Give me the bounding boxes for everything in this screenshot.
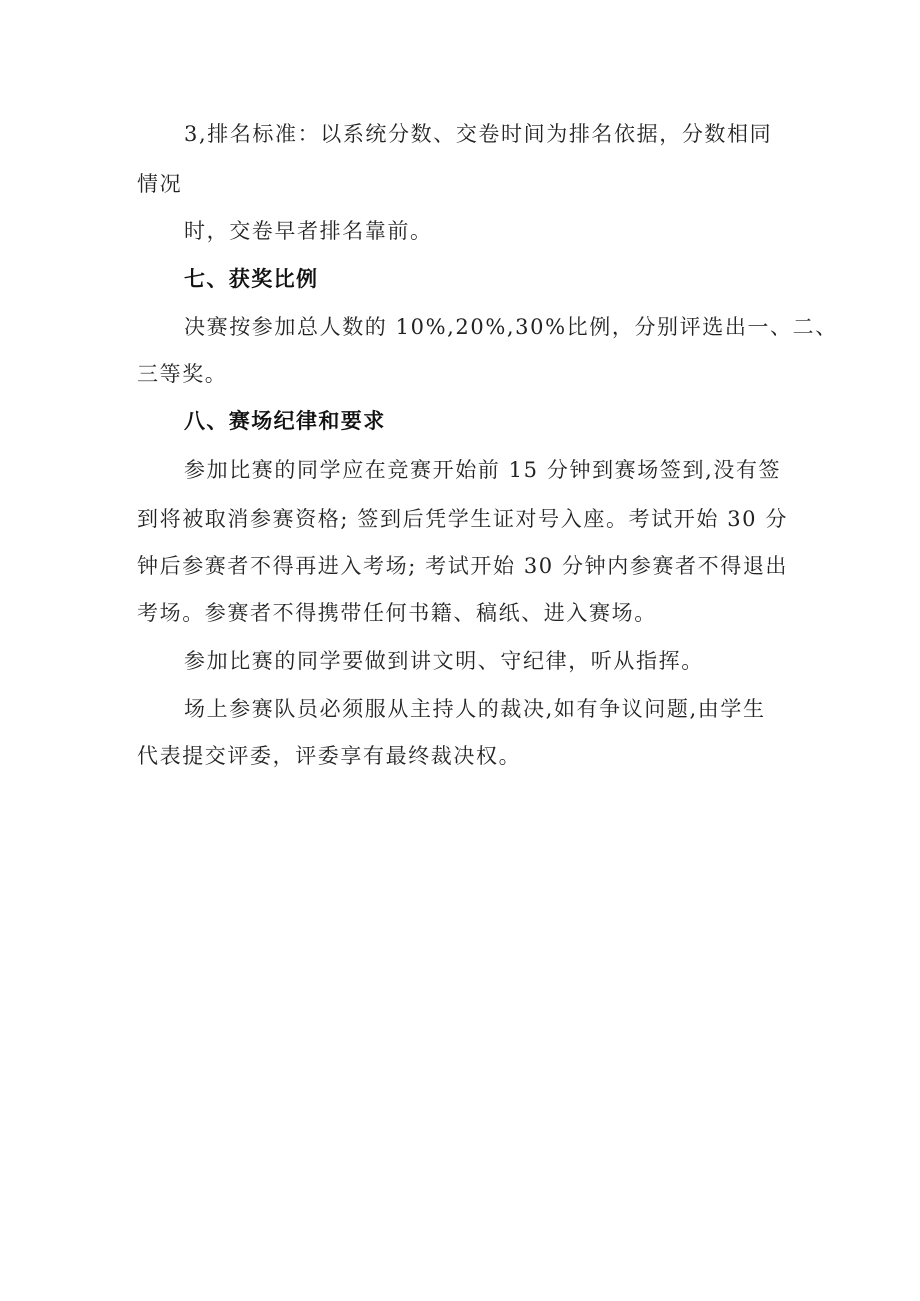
- section-heading-awards: 七、获奖比例: [184, 267, 319, 291]
- ranking-criteria-line-3: 时，交卷早者排名靠前。: [184, 219, 433, 243]
- awards-ratio-line-2: 三等奖。: [137, 362, 228, 386]
- ranking-criteria-line-1: 3,排名标准：以系统分数、交卷时间为排名依据，分数相同: [184, 122, 773, 146]
- discipline-paragraph-line-1: 参加比赛的同学应在竞赛开始前 15 分钟到赛场签到,没有签: [184, 458, 782, 482]
- section-heading-discipline: 八、赛场纪律和要求: [184, 409, 386, 433]
- awards-ratio-line-1: 决赛按参加总人数的 10%,20%,30%比例，分别评选出一、二、: [184, 315, 838, 339]
- ruling-paragraph-line-1: 场上参赛队员必须服从主持人的裁决,如有争议问题,由学生: [184, 697, 766, 721]
- discipline-paragraph-line-3: 钟后参赛者不得再进入考场; 考试开始 30 分钟内参赛者不得退出: [137, 554, 789, 578]
- ruling-paragraph-line-2: 代表提交评委，评委享有最终裁决权。: [137, 744, 522, 768]
- ranking-criteria-line-2: 情况: [137, 172, 183, 196]
- civility-paragraph-line-1: 参加比赛的同学要做到讲文明、守纪律，听从指挥。: [184, 649, 704, 673]
- discipline-paragraph-line-4: 考场。参赛者不得携带任何书籍、稿纸、进入赛场。: [137, 601, 657, 625]
- discipline-paragraph-line-2: 到将被取消参赛资格; 签到后凭学生证对号入座。考试开始 30 分: [137, 507, 789, 531]
